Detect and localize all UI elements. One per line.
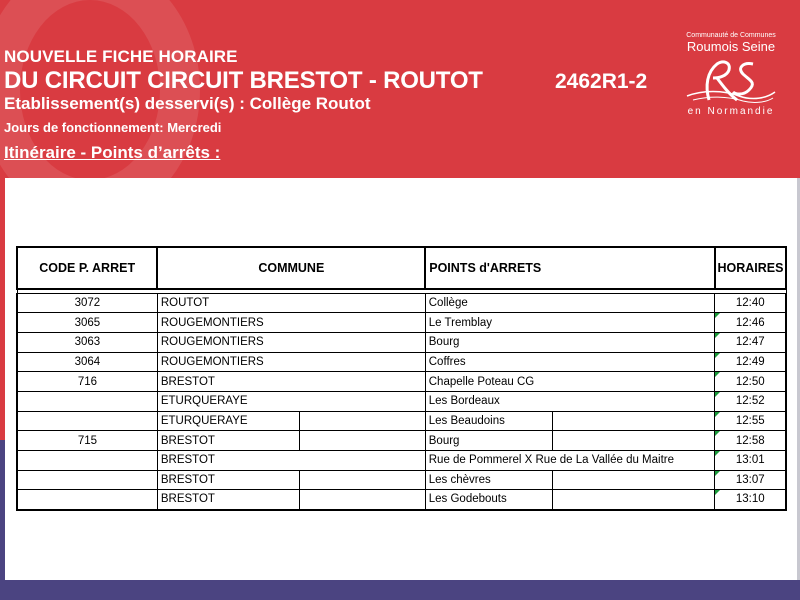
header-banner: [0, 0, 800, 178]
departure-time-cell: 12:47: [715, 332, 786, 352]
table-row: [17, 332, 786, 352]
commune-cell: BRESTOT: [157, 372, 425, 392]
table-row: [17, 470, 786, 490]
departure-time-cell: 12:52: [715, 391, 786, 411]
table-row: [17, 490, 786, 510]
stop-point-cell: Bourg: [425, 332, 715, 352]
stop-code-cell: 716: [17, 372, 157, 392]
column-header-commune: COMMUNE: [157, 247, 425, 289]
stop-point-cell: Le Tremblay: [425, 313, 715, 333]
stop-point-cell: Les Beaudoins: [425, 411, 552, 431]
stop-code-cell: 3063: [17, 332, 157, 352]
table-row: [17, 451, 786, 471]
departure-time-cell: 12:50: [715, 372, 786, 392]
stop-point-cell: Les Godebouts: [425, 490, 552, 510]
stop-code-cell: 3072: [17, 293, 157, 313]
logo-name: Roumois Seine: [686, 39, 776, 54]
column-header-points: POINTS d'ARRETS: [425, 247, 715, 289]
community-logo: [662, 30, 800, 130]
departure-time-cell: 12:49: [715, 352, 786, 372]
commune-cell: BRESTOT: [157, 490, 299, 510]
stop-code-cell: [17, 391, 157, 411]
commune-cell: ROUTOT: [157, 293, 425, 313]
stop-code-cell: 3064: [17, 352, 157, 372]
commune-extra-cell: [299, 470, 425, 490]
column-header-code: CODE P. ARRET: [17, 247, 157, 289]
stop-code-cell: [17, 451, 157, 471]
stop-code-cell: 3065: [17, 313, 157, 333]
commune-cell: ETURQUERAYE: [157, 391, 425, 411]
table-row: [17, 391, 786, 411]
stop-point-cell: Coffres: [425, 352, 715, 372]
table-row: [17, 372, 786, 392]
rs-logo-icon: [683, 56, 779, 106]
departure-time-cell: 12:40: [715, 293, 786, 313]
commune-cell: BRESTOT: [157, 470, 299, 490]
commune-extra-cell: [299, 431, 425, 451]
stop-point-cell: Les Bordeaux: [425, 391, 715, 411]
stop-point-extra-cell: [552, 431, 715, 451]
commune-cell: ROUGEMONTIERS: [157, 352, 425, 372]
stop-code-cell: [17, 411, 157, 431]
departure-time-cell: 12:55: [715, 411, 786, 431]
departure-time-cell: 13:10: [715, 490, 786, 510]
stop-code-cell: 715: [17, 431, 157, 451]
commune-cell: ROUGEMONTIERS: [157, 313, 425, 333]
logo-top-text: Communauté de Communes: [686, 32, 776, 39]
commune-cell: ETURQUERAYE: [157, 411, 299, 431]
itinerary-heading: Itinéraire - Points d’arrêts :: [4, 143, 221, 162]
stop-point-cell: Bourg: [425, 431, 552, 451]
establishment-served: Etablissement(s) desservi(s) : Collège Routot: [4, 94, 371, 113]
column-header-horaires: HORAIRES: [715, 247, 786, 289]
logo-region: en Normandie: [687, 106, 775, 117]
bottom-band: [0, 580, 800, 600]
commune-cell: BRESTOT: [157, 451, 425, 471]
table-row: [17, 411, 786, 431]
departure-time-cell: 13:01: [715, 451, 786, 471]
commune-extra-cell: [299, 411, 425, 431]
stop-point-extra-cell: [552, 470, 715, 490]
departure-time-cell: 12:46: [715, 313, 786, 333]
stop-point-extra-cell: [552, 490, 715, 510]
commune-extra-cell: [299, 490, 425, 510]
stop-point-cell: Collège: [425, 293, 715, 313]
table-row: [17, 352, 786, 372]
circuit-title: DU CIRCUIT CIRCUIT BRESTOT - ROUTOT: [4, 67, 483, 94]
circuit-code: 2462R1-2: [555, 70, 648, 93]
sheet-subtitle: NOUVELLE FICHE HORAIRE: [4, 47, 238, 66]
table-row: [17, 431, 786, 451]
departure-time-cell: 13:07: [715, 470, 786, 490]
stop-point-extra-cell: [552, 411, 715, 431]
commune-cell: BRESTOT: [157, 431, 299, 451]
commune-cell: ROUGEMONTIERS: [157, 332, 425, 352]
left-bottom-accent: [0, 440, 5, 580]
table-row: [17, 293, 786, 313]
timetable: [16, 246, 787, 511]
timetable-body: [17, 289, 786, 510]
table-row: [17, 313, 786, 333]
departure-time-cell: 12:58: [715, 431, 786, 451]
stop-point-cell: Les chèvres: [425, 470, 552, 490]
operating-days: Jours de fonctionnement: Mercredi: [4, 120, 222, 135]
stop-code-cell: [17, 490, 157, 510]
stop-code-cell: [17, 470, 157, 490]
stop-point-cell: Chapelle Poteau CG: [425, 372, 715, 392]
stop-point-cell: Rue de Pommerel X Rue de La Vallée du Maitre: [425, 451, 715, 471]
